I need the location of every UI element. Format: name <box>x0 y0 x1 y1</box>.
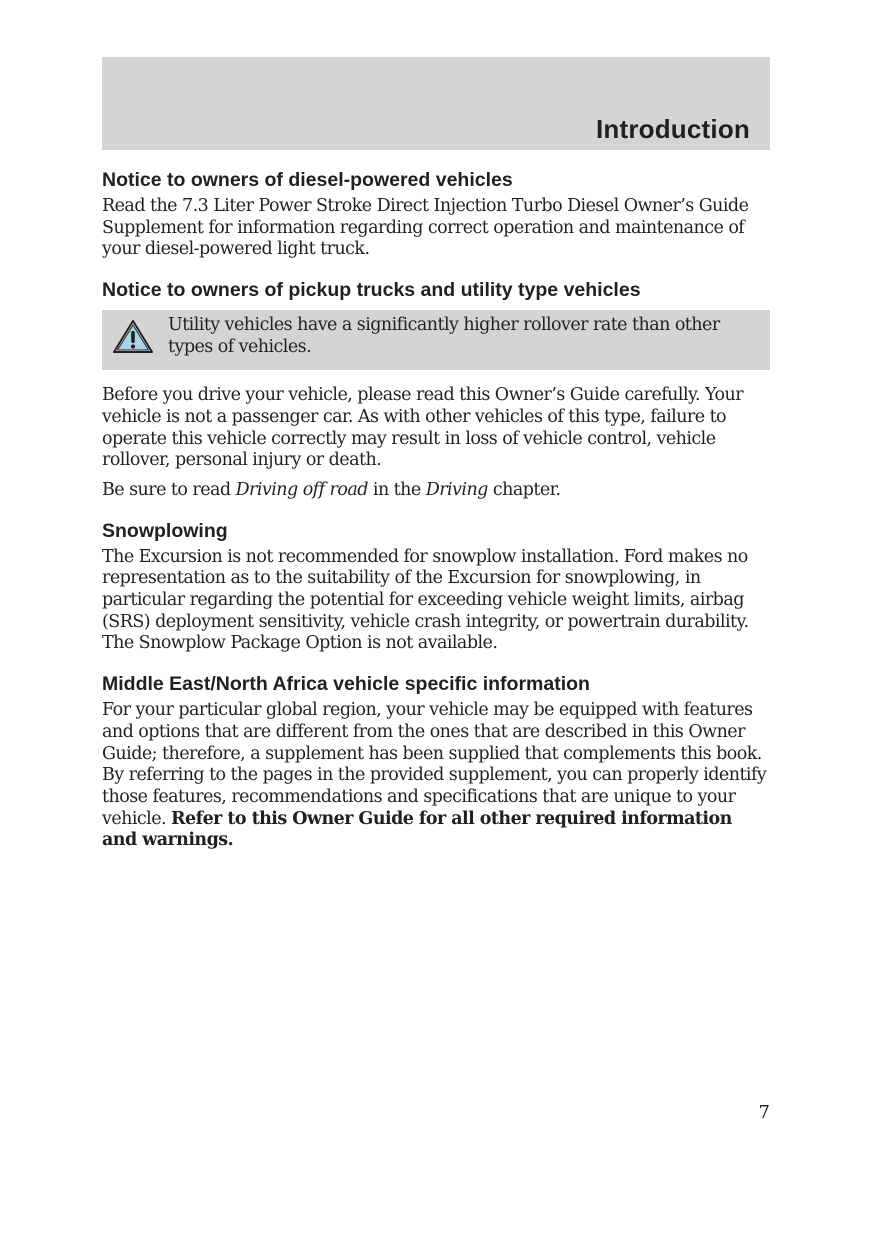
page-number: 7 <box>758 1102 770 1123</box>
snowplowing-body: The Excursion is not recommended for snowplow installation. Ford makes no representation as to the suitability of the Excursion for snowplowing, in particular regarding the potential for exceeding vehicle weight limits, airbag (SRS) deployment sensitivity, vehicle crash integrity, or powertrain durability. The Snowplow Package Option is not available. <box>102 546 749 654</box>
warning-triangle-icon <box>112 319 154 355</box>
read-prefix: Be sure to read <box>102 479 236 500</box>
diesel-body: Read the 7.3 Liter Power Stroke Direct Injection Turbo Diesel Owner’s Guide Supplement for information regarding correct operation and maintenance of your diesel-powered light truck. <box>102 196 749 260</box>
page-title: Introduction <box>595 114 750 144</box>
header-band <box>102 57 770 150</box>
diesel-heading: Notice to owners of diesel-powered vehicles <box>102 169 513 191</box>
middle-east-body <box>102 700 770 852</box>
pickup-body: Before you drive your vehicle, please read this Owner’s Guide carefully. Your vehicle is not a passenger car. As with other vehicles of this type, failure to operate this vehicle correctly may result in loss of vehicle control, vehicle rollover, personal injury or death. <box>102 385 744 471</box>
middle-east-heading: Middle East/North Africa vehicle specific information <box>102 673 590 696</box>
pickup-read-line <box>102 480 770 502</box>
driving-chapter-ref: Driving <box>425 479 488 500</box>
read-middle: in the <box>367 479 426 500</box>
middle-east-body-text: For your particular global region, your vehicle may be equipped with features and options that are different from the ones that are described in this Owner Guide; therefore, a supplement has been supplied that complements this book. By referring to the pages in the provided supplement, you can properly identify those features, recommendations and specifications that are unique to your vehicle. <box>102 700 767 829</box>
driving-off-road-ref: Driving off road <box>235 479 368 500</box>
page-content <box>102 168 770 852</box>
warning-box <box>102 310 770 370</box>
middle-east-body-bold: Refer to this Owner Guide for all other required information and warnings. <box>102 808 732 851</box>
warning-text: Utility vehicles have a significantly higher rollover rate than other types of vehicles. <box>168 315 720 357</box>
read-suffix: chapter. <box>487 479 561 500</box>
snowplowing-heading: Snowplowing <box>102 519 228 542</box>
pickup-heading: Notice to owners of pickup trucks and utility type vehicles <box>102 279 641 302</box>
